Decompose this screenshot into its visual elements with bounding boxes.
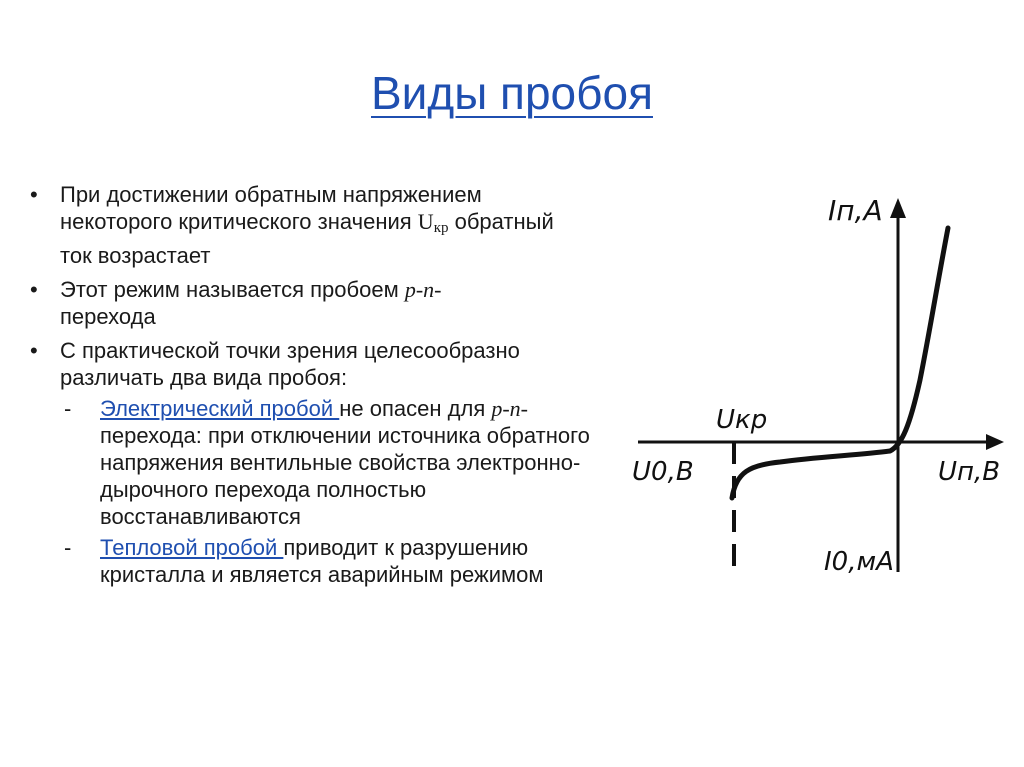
bullet-critical-voltage: • При достижении обратным напряжением некоторого критического значения $U_{кр}$ обратный ток возрастает: [30, 181, 590, 269]
label-ukr: Uкр: [716, 405, 768, 435]
electric-breakdown-link[interactable]: Электрический пробой: [100, 396, 340, 421]
slide-body: [30, 181, 590, 595]
bullet-breakdown-mode: • Этот режим называется пробоем p-n- перехода: [30, 276, 590, 330]
sub-bullet-electric-breakdown: - Электрический пробой не опасен для p-n-перехода: при отключении источника обратного напряжения вентильные свойства электронно-дырочного перехода полностью восстанавливаются: [60, 395, 590, 530]
bullet-list: [30, 181, 590, 588]
sub-bullet-list: [60, 395, 590, 588]
iv-curve: [732, 228, 948, 498]
iv-characteristic-diagram: [620, 180, 1020, 580]
sub-bullet-thermal-breakdown: - Тепловой пробой приводит к разрушению кристалла и является аварийным режимом: [60, 534, 590, 588]
label-ip-a: Iп,A: [828, 194, 883, 227]
label-i0-ma: I0,мA: [824, 547, 894, 577]
thermal-breakdown-link[interactable]: Тепловой пробой: [100, 535, 284, 560]
label-u0-v: U0,B: [632, 457, 694, 487]
slide-title: Виды пробоя: [371, 67, 653, 119]
horizontal-axis-arrow-icon: [986, 434, 1004, 450]
label-up-v: Uп,B: [938, 457, 1001, 487]
vertical-axis-arrow-icon: [890, 198, 906, 218]
bullet-two-types: • С практической точки зрения целесообразно различать два вида пробоя: - Электрический пробой не опасен для p-n-перехода: при отключении источника обратного напряжения вентильные свойства электронно-дырочного перехода полностью восстанавливаются - Тепловой пробой приводит к разрушению кристалла и является аварийным режимом: [30, 337, 590, 588]
